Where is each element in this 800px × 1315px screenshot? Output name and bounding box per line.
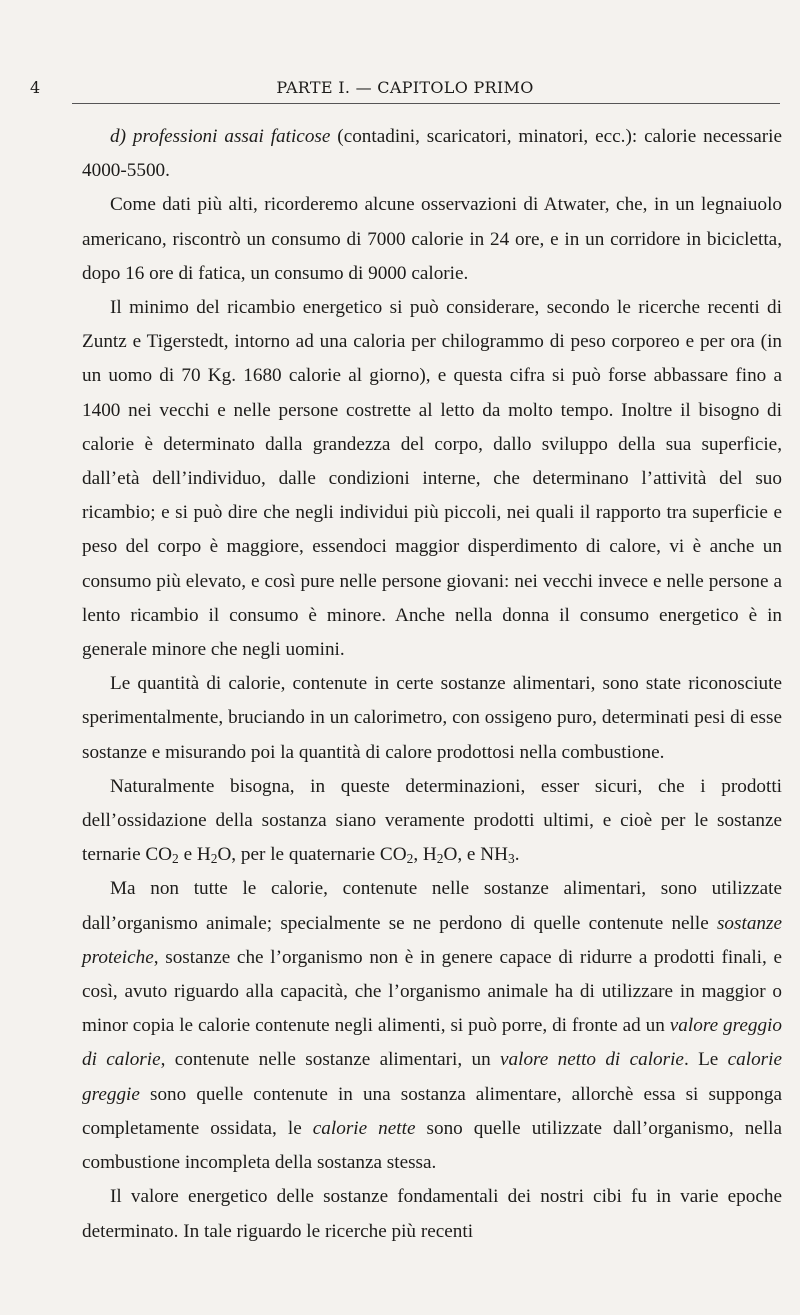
paragraph-text: , contenute nelle sostanze alimentari, un [160,1049,501,1071]
list-label: d) [110,126,126,147]
paragraph-text: Naturalmente bisogna, in queste determinazioni, esser sicuri, che i prodotti dell’ossidazione della sostanza siano veramente prodotti ultimi, e cioè per le sostanze ternarie CO [82,775,782,866]
paragraph-text: , H [413,844,437,866]
paragraph-1 [82,120,782,188]
paragraph-2: Come dati più alti, ricorderemo alcune osservazioni di Atwater, che, in un legnaiuolo americano, riscontrò un consumo di 7000 calorie in 24 ore, e in un corridore in bicicletta, dopo 16 ore di fatica, un consumo di 9000 calorie. [82,194,782,284]
italic-term: valore greggio di calorie [82,1015,782,1071]
paragraph-text: . Le [683,1049,728,1071]
paragraph-3: Il minimo del ricambio energetico si può considerare, secondo le ricerche recenti di Zuntz e Tigerstedt, intorno ad una caloria per chilogrammo di peso corporeo e per ora (in un uomo di 70 Kg. 1680 calorie al giorno), e questa cifra si può forse abbassare fino a 1400 nei vecchi e nelle persone costrette al letto da molto tempo. Inoltre il bisogno di calorie è determinato dalla grandezza del corpo, dallo sviluppo della sua superficie, dall’età dell’individuo, dalle condizioni interne, che determinano l’attività del suo ricambio; e si può dire che negli individui più piccoli, nei quali il rapporto tra superficie e peso del corpo è maggiore, essendoci maggior disperdimento di calore, vi è anche un consumo più elevato, e così pure nelle persone giovani: nei vecchi invece e nelle persone a lento ricambio il consumo è minore. Anche nella donna il consumo energetico è in generale minore che negli uomini. [82,297,782,661]
paragraph-7: Il valore energetico delle sostanze fondamentali dei nostri cibi fu in varie epoche determinato. In tale riguardo le ricerche più recenti [82,1186,782,1242]
paragraph-5 [82,770,782,873]
subscript: 2 [210,851,218,867]
subscript: 2 [406,851,414,867]
paragraph-text: (contadini, scaricatori, minatori, ecc.): calorie necessarie 4000-5500. [82,126,782,182]
page-number: 4 [30,78,41,97]
subscript: 2 [436,851,444,867]
subscript: 2 [172,851,179,867]
running-title: PARTE I. — CAPITOLO PRIMO [276,78,534,97]
italic-term: sostanze proteiche [82,912,782,968]
italic-term: calorie nette [312,1117,416,1139]
paragraph-text: , sostanze che l’organismo non è in genere capace di ridurre a prodotti finali, e così, avuto riguardo alla capacità, che l’organismo animale ha di utilizzare in maggior o minor copia le calorie contenute negli alimenti, si può porre, di fronte ad un [82,946,782,1037]
paragraph-4: Le quantità di calorie, contenute in certe sostanze alimentari, sono state riconosciute sperimentalmente, bruciando in un calorimetro, con ossigeno puro, determinati pesi di esse sostanze e misurando poi la quantità di calore prodottosi nella combustione. [82,673,782,763]
paragraph-text: O, e NH [443,844,508,866]
italic-term: calorie greggie [82,1049,782,1105]
page-body [82,120,782,1249]
header-rule [72,103,780,104]
paragraph-text: sono quelle utilizzate dall’organismo, nella combustione incompleta della sostanza stessa. [82,1117,782,1174]
paragraph-text: sono quelle contenute in una sostanza alimentare, allorchè essa si supponga completamente ossidata, le [82,1083,782,1139]
italic-term: professioni assai faticose [132,126,331,147]
paragraph-text: . [514,844,520,866]
paragraph-text: O, per le quaternarie CO [217,844,407,866]
paragraph-text: Ma non tutte le calorie, contenute nelle sostanze alimentari, sono utilizzate dall’organismo animale; specialmente se ne perdono di quelle contenute nelle [82,878,782,934]
paragraph-text: e H [178,844,211,866]
paragraph-6 [82,872,782,1180]
italic-term: valore netto di calorie [500,1049,684,1071]
subscript: 3 [507,851,515,867]
